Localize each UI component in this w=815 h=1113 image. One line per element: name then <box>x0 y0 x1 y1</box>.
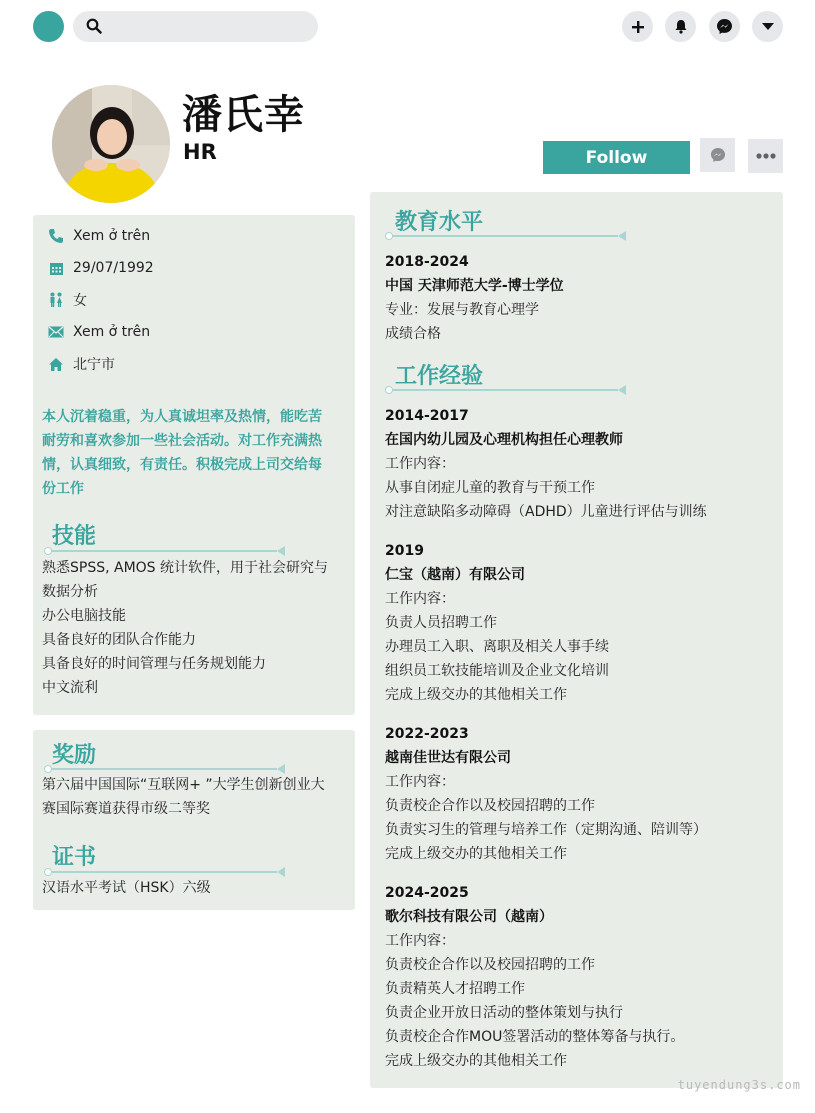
job-line: 完成上级交办的其他相关工作 <box>385 687 567 703</box>
more-options-button[interactable] <box>748 139 783 173</box>
job-line: 从事自闭症儿童的教育与干预工作 <box>385 480 595 496</box>
job-line: 负责精英人才招聘工作 <box>385 981 525 997</box>
job-period: 2019 <box>385 543 424 559</box>
phone-icon <box>48 228 64 244</box>
job-line: 负责人员招聘工作 <box>385 615 497 631</box>
job-line: 负责实习生的管理与培养工作（定期沟通、陪训等） <box>385 822 707 838</box>
messenger-icon <box>710 147 726 163</box>
contact-phone: Xem ở trên <box>48 225 150 247</box>
job-line: 工作内容： <box>385 933 455 949</box>
plus-icon <box>631 20 645 34</box>
job-company: 仁宝（越南）有限公司 <box>385 567 525 583</box>
self-introduction: 本人沉着稳重，为人真诚坦率及热情，能吃苦耐劳和喜欢参加一些社会活动。对工作充满热情，认真细致，有责任。积极完成上司交给每份工作 <box>42 409 322 497</box>
watermark: tuyendung3s.com <box>677 1078 801 1092</box>
contact-birthday: 29/07/1992 <box>48 257 154 279</box>
message-button[interactable] <box>700 138 735 172</box>
account-menu-button[interactable] <box>752 11 783 42</box>
job-company: 越南佳世达有限公司 <box>385 750 511 766</box>
contact-address: 北宁市 <box>48 353 115 375</box>
profile-name: 潘氏幸 <box>182 92 305 138</box>
job-line: 组织员工软技能培训及企业文化培训 <box>385 663 609 679</box>
job-line: 负责校企合作MOU签署活动的整体筹备与执行。 <box>385 1029 685 1045</box>
experience-panel <box>370 192 783 1088</box>
section-divider <box>388 235 618 237</box>
job-line: 完成上级交办的其他相关工作 <box>385 846 567 862</box>
follow-button[interactable]: Follow <box>543 141 690 174</box>
notifications-button[interactable] <box>665 11 696 42</box>
skill-item: 具备良好的团队合作能力 <box>42 632 196 648</box>
education-line: 成绩合格 <box>385 326 441 342</box>
education-line: 专业：发展与教育心理学 <box>385 302 539 318</box>
job-company: 歌尔科技有限公司（越南） <box>385 909 553 925</box>
more-icon <box>756 153 776 159</box>
gender-icon <box>48 292 64 308</box>
section-divider <box>388 389 618 391</box>
bell-icon <box>674 19 688 34</box>
section-divider <box>47 550 277 552</box>
site-logo[interactable] <box>33 11 64 42</box>
search-bar[interactable] <box>73 11 318 42</box>
search-input[interactable] <box>111 16 307 37</box>
job-period: 2014-2017 <box>385 408 469 424</box>
messenger-button[interactable] <box>709 11 740 42</box>
job-line: 完成上级交办的其他相关工作 <box>385 1053 567 1069</box>
job-line: 负责企业开放日活动的整体策划与执行 <box>385 1005 623 1021</box>
job-line: 办理员工入职、离职及相关人事手续 <box>385 639 609 655</box>
job-line: 负责校企合作以及校园招聘的工作 <box>385 798 595 814</box>
awards-title: 奖励 <box>52 743 97 768</box>
job-period: 2022-2023 <box>385 726 469 742</box>
work-title: 工作经验 <box>395 364 484 389</box>
cert-item: 汉语水平考试（HSK）六级 <box>42 880 211 896</box>
education-period: 2018-2024 <box>385 254 469 270</box>
job-line: 工作内容： <box>385 456 455 472</box>
certs-title: 证书 <box>52 845 97 870</box>
job-line: 工作内容： <box>385 774 455 790</box>
section-divider <box>47 768 277 770</box>
awards-certs-panel <box>33 730 355 910</box>
skill-item: 具备良好的时间管理与任务规划能力 <box>42 656 266 672</box>
skill-item: 办公电脑技能 <box>42 608 126 624</box>
messenger-icon <box>716 18 733 35</box>
home-icon <box>48 356 64 372</box>
caret-down-icon <box>762 23 774 31</box>
skills-title: 技能 <box>52 524 97 549</box>
avatar[interactable] <box>52 85 170 203</box>
section-divider <box>47 871 277 873</box>
education-title: 教育水平 <box>395 210 484 235</box>
job-line: 负责校企合作以及校园招聘的工作 <box>385 957 595 973</box>
create-button[interactable] <box>622 11 653 42</box>
education-school: 中国 天津师范大学-博士学位 <box>385 278 564 294</box>
search-icon <box>86 18 102 34</box>
contact-gender: 女 <box>48 289 87 311</box>
profile-role: HR <box>183 140 217 164</box>
job-period: 2024-2025 <box>385 885 469 901</box>
job-line: 工作内容： <box>385 591 455 607</box>
job-company: 在国内幼儿园及心理机构担任心理教师 <box>385 432 623 448</box>
mail-icon <box>48 324 64 340</box>
job-line: 对注意缺陷多动障碍（ADHD）儿童进行评估与训练 <box>385 504 707 520</box>
skill-item: 中文流利 <box>42 680 98 696</box>
calendar-icon <box>48 260 64 276</box>
contact-email: Xem ở trên <box>48 321 150 343</box>
personal-info-panel <box>33 215 355 715</box>
award-item: 第六届中国国际“互联网+ ”大学生创新创业大赛国际赛道获得市级二等奖 <box>42 777 325 817</box>
skill-item: 熟悉SPSS, AMOS 统计软件，用于社会研究与数据分析 <box>42 560 329 600</box>
